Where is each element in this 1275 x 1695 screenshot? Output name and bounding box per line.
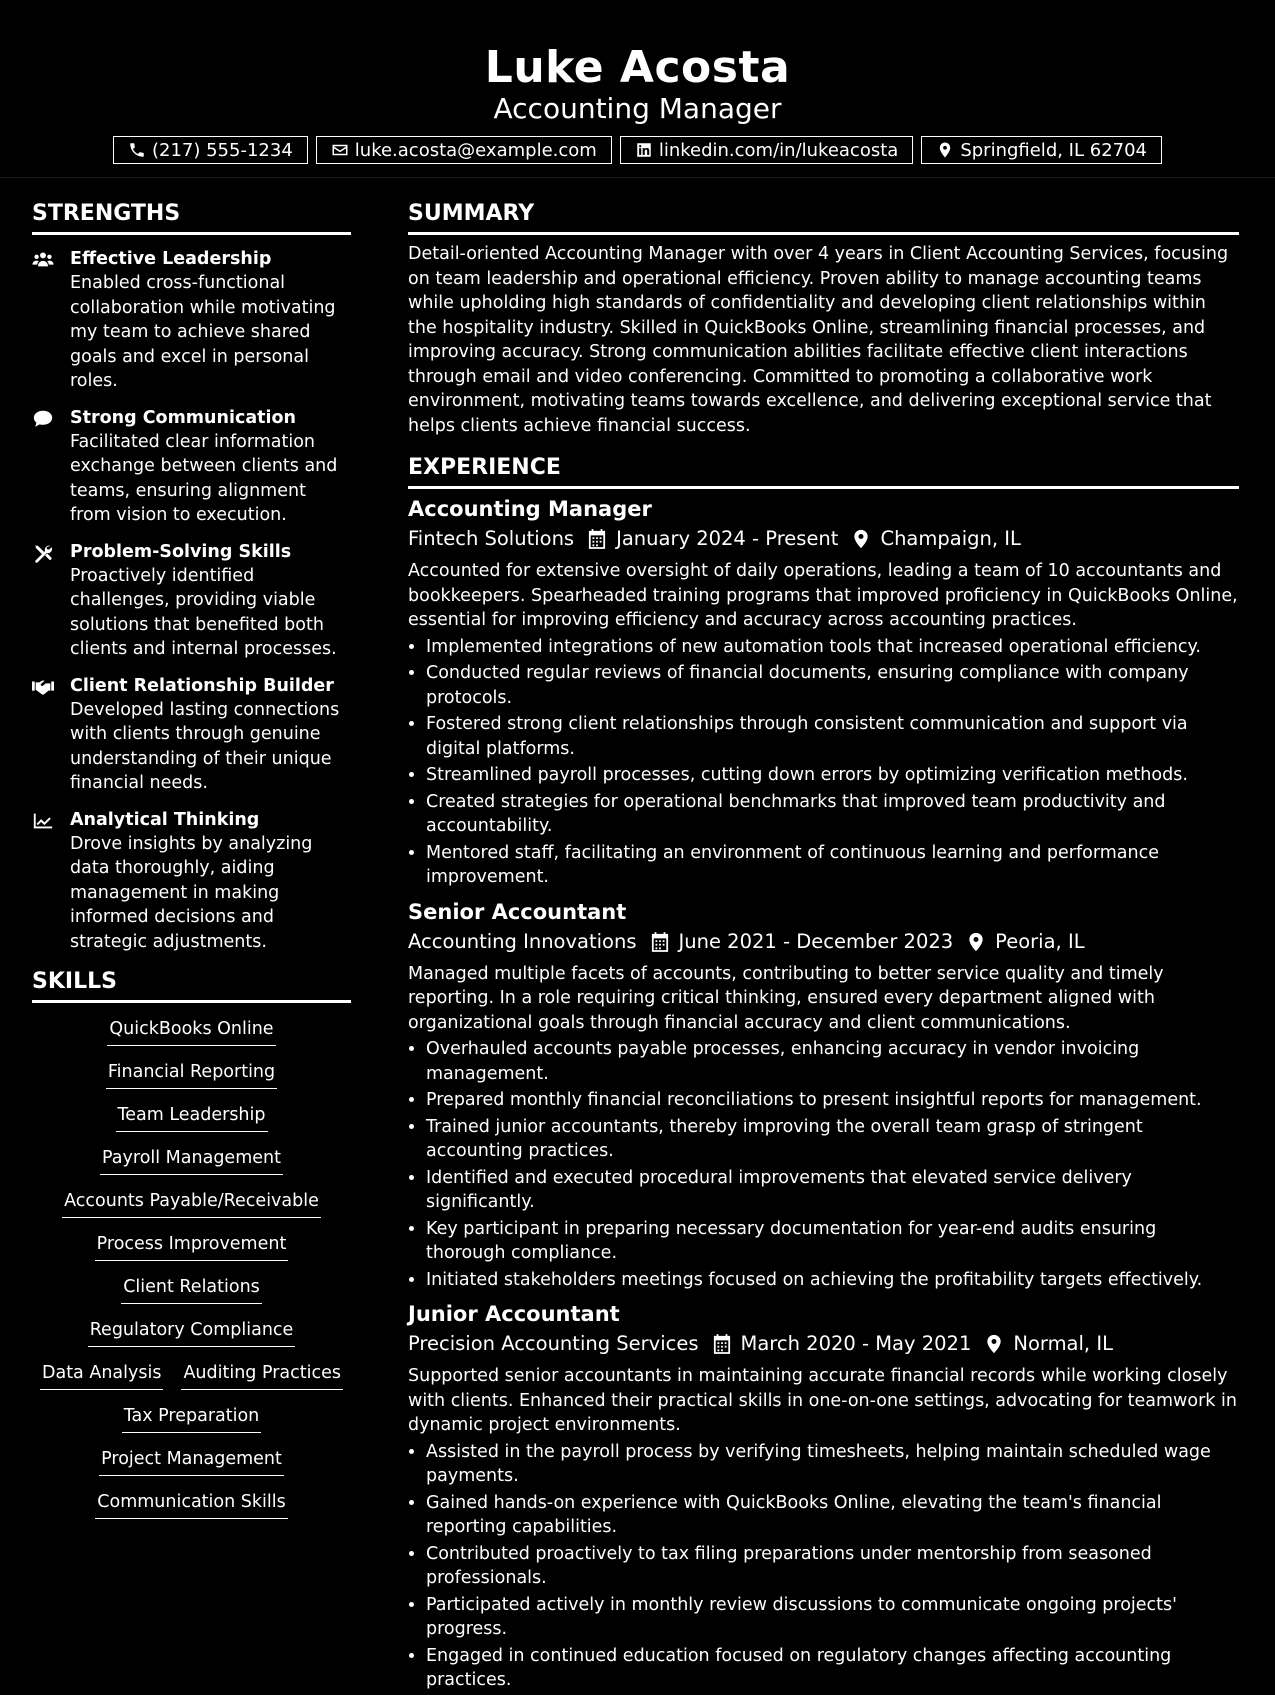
linkedin-icon (635, 141, 653, 159)
handshake-icon (32, 677, 54, 697)
strength-item (32, 674, 351, 796)
strength-item (32, 247, 351, 394)
job-bullet: • Fostered strong client relationships through consistent communication and support via digital platforms. (426, 712, 1239, 761)
summary-text: Detail-oriented Accounting Manager with over 4 years in Client Accounting Services, focusing on team leadership and operational efficiency. Proven ability to manage accounting teams while upholding high standards of confidentiality and developing client relationships within the hospitality industry. Skilled in QuickBooks Online, streamlining financial processes, and improving accuracy. Strong communication abilities facilitate effective client interactions through email and video conferencing. Committed to promoting a collaborative work environment, motivating teams towards excellence, and delivering exceptional service that helps clients achieve financial success. (408, 244, 1229, 436)
job-bullets (408, 1037, 1239, 1292)
skills-heading: SKILLS (32, 969, 351, 1003)
resume-header (0, 0, 1275, 178)
calendar-icon (651, 932, 669, 952)
job-bullet: • Trained junior accountants, thereby improving the overall team grasp of stringent accounting practices. (426, 1115, 1239, 1164)
map-pin-icon (967, 932, 985, 952)
job-bullet: • Implemented integrations of new automation tools that increased operational efficiency. (426, 635, 1239, 660)
strength-item (32, 808, 351, 955)
job-bullets (408, 1440, 1239, 1693)
strength-title: Effective Leadership (70, 249, 272, 269)
phone-contact[interactable] (113, 136, 308, 164)
job-company: Fintech Solutions (408, 527, 575, 550)
users-icon (32, 250, 54, 270)
calendar-icon (588, 529, 606, 549)
strength-title: Strong Communication (70, 407, 296, 428)
job-bullet: • Prepared monthly financial reconciliations to present insightful reports for management. (426, 1088, 1239, 1113)
job-company: Accounting Innovations (408, 929, 637, 953)
location-contact (921, 136, 1162, 164)
strengths-list (32, 247, 351, 954)
job-meta (408, 1330, 1239, 1358)
experience-heading: EXPERIENCE (408, 455, 1239, 489)
skill-tag: Regulatory Compliance (88, 1318, 296, 1347)
tools-icon (32, 543, 54, 563)
skill-tag: Payroll Management (100, 1146, 283, 1175)
left-column (32, 178, 351, 1695)
skill-tag: Team Leadership (116, 1103, 268, 1132)
skill-tag: Project Management (99, 1447, 284, 1476)
strength-description: Facilitated clear information exchange between clients and teams, ensuring alignment from vision to execution. (70, 431, 338, 525)
skill-tag: Tax Preparation (122, 1404, 262, 1433)
job-dates: January 2024 - Present (616, 527, 839, 550)
location-text: Springfield, IL 62704 (960, 139, 1148, 161)
skill-tag: Client Relations (121, 1275, 262, 1304)
strength-item (32, 540, 351, 662)
job-bullet: • Conducted regular reviews of financial documents, ensuring compliance with company protocols. (426, 661, 1239, 710)
job-bullet: • Overhauled accounts payable processes, enhancing accuracy in vendor invoicing management. (426, 1037, 1239, 1086)
speech-bubble-icon (32, 409, 54, 429)
job-dates: June 2021 - December 2023 (678, 929, 954, 953)
skill-tag: Communication Skills (95, 1490, 287, 1519)
strength-title: Analytical Thinking (70, 809, 260, 830)
candidate-title: Accounting Manager (493, 92, 782, 125)
map-pin-icon (852, 529, 870, 549)
envelope-icon (331, 141, 349, 159)
job-bullet: • Key participant in preparing necessary documentation for year-end audits ensuring thorough compliance. (426, 1217, 1239, 1266)
strength-description: Enabled cross-functional collaboration while motivating my team to achieve shared goals and excel in personal roles. (70, 273, 336, 391)
job-bullet: • Created strategies for operational benchmarks that improved team productivity and accountability. (426, 790, 1239, 839)
job-description: Supported senior accountants in maintaining accurate financial records while working closely with clients. Enhanced their practical skills in one-on-one settings, advocating for teamwork in dynamic project environments. (408, 1366, 1237, 1435)
skill-tag: Financial Reporting (106, 1060, 277, 1089)
job-bullet: • Gained hands-on experience with QuickBooks Online, elevating the team's financial reporting capabilities. (426, 1491, 1239, 1540)
job-dates: March 2020 - May 2021 (740, 1332, 972, 1355)
right-column (408, 178, 1239, 1695)
job-bullet: • Assisted in the payroll process by verifying timesheets, helping maintain scheduled wage payments. (426, 1440, 1239, 1489)
job-bullet: • Mentored staff, facilitating an environment of continuous learning and performance improvement. (426, 841, 1239, 890)
job-location: Peoria, IL (995, 929, 1085, 953)
job-bullet: • Participated actively in monthly review discussions to communicate ongoing projects' progress. (426, 1593, 1239, 1642)
strength-title: Client Relationship Builder (70, 675, 334, 696)
strength-description: Developed lasting connections with clients through genuine understanding of their unique financial needs. (70, 699, 340, 793)
job-bullet: • Contributed proactively to tax filing preparations under mentorship from seasoned professionals. (426, 1542, 1239, 1591)
job-title: Junior Accountant (408, 1302, 620, 1326)
map-pin-icon (985, 1334, 1003, 1354)
job-company: Precision Accounting Services (408, 1332, 699, 1355)
experience-list (408, 495, 1239, 1693)
job-bullet: • Engaged in continued education focused on regulatory changes affecting accounting practices. (426, 1644, 1239, 1693)
contact-bar (0, 136, 1275, 164)
job-location: Champaign, IL (880, 527, 1021, 550)
strength-description: Drove insights by analyzing data thoroughly, aiding management in making informed decisions and strategic adjustments. (70, 833, 313, 952)
strength-item (32, 406, 351, 528)
job-title: Accounting Manager (408, 497, 652, 521)
job-meta (408, 928, 1239, 956)
skill-tag: Data Analysis (40, 1361, 163, 1390)
job-meta (408, 525, 1239, 553)
linkedin-contact[interactable] (620, 136, 913, 164)
job-bullet: • Identified and executed procedural improvements that elevated service delivery significantly. (426, 1166, 1239, 1215)
skill-tag: Auditing Practices (181, 1361, 343, 1390)
job-entry (408, 898, 1239, 1293)
resume-body (0, 178, 1275, 1695)
job-description: Accounted for extensive oversight of daily operations, leading a team of 10 accountants and bookkeepers. Spearheaded training programs that improved proficiency in QuickBooks Online, essential for improving efficiency and accuracy across accounting practices. (408, 561, 1238, 630)
calendar-icon (713, 1334, 731, 1354)
strengths-heading: STRENGTHS (32, 201, 351, 235)
skills-list (32, 1017, 351, 1519)
email-contact[interactable] (316, 136, 612, 164)
skill-tag: Process Improvement (95, 1232, 289, 1261)
job-bullets (408, 635, 1239, 890)
job-entry (408, 495, 1239, 890)
map-pin-icon (936, 141, 954, 159)
job-bullet: • Initiated stakeholders meetings focused on achieving the profitability targets effectively. (426, 1268, 1239, 1293)
job-location: Normal, IL (1013, 1332, 1113, 1355)
job-description: Managed multiple facets of accounts, contributing to better service quality and timely reporting. In a role requiring critical thinking, ensured every department aligned with organizational goals through financial accuracy and client communications. (408, 963, 1164, 1033)
job-bullet: • Streamlined payroll processes, cutting down errors by optimizing verification methods. (426, 763, 1239, 788)
strength-description: Proactively identified challenges, providing viable solutions that benefited both clients and internal processes. (70, 565, 337, 659)
candidate-name: Luke Acosta (484, 42, 791, 93)
strength-title: Problem-Solving Skills (70, 541, 292, 562)
email-text: luke.acosta@example.com (354, 139, 597, 161)
chart-line-icon (32, 811, 54, 831)
phone-text: (217) 555-1234 (151, 139, 293, 161)
summary-heading: SUMMARY (408, 201, 1239, 235)
linkedin-text: linkedin.com/in/lukeacosta (658, 139, 899, 161)
skill-tag: QuickBooks Online (107, 1017, 275, 1046)
phone-icon (128, 141, 146, 159)
job-title: Senior Accountant (408, 899, 627, 924)
skill-tag: Accounts Payable/Receivable (62, 1189, 321, 1218)
job-entry (408, 1300, 1239, 1693)
